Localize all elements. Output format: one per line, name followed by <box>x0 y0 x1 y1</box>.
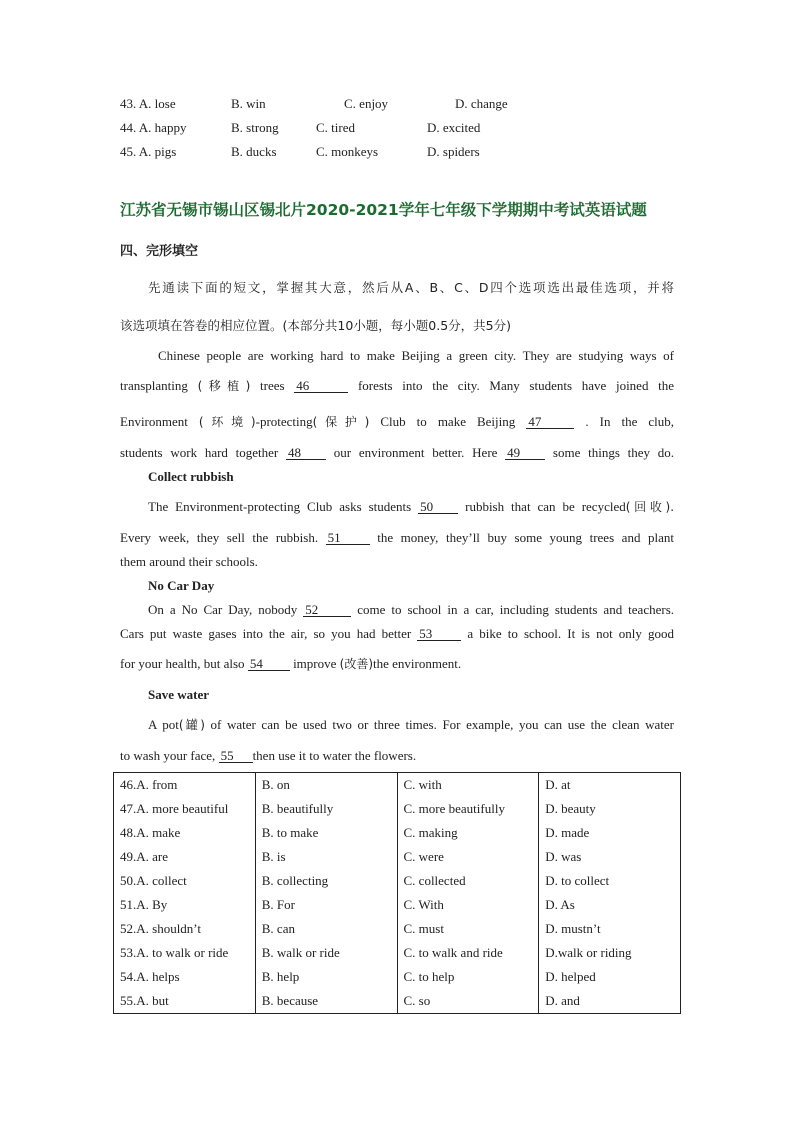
table-row <box>114 989 681 1014</box>
option-cell[interactable]: 50.A. collect <box>114 869 256 893</box>
option-cell[interactable]: C. to help <box>397 965 539 989</box>
table-row <box>114 773 681 798</box>
blank-55[interactable]: 55 <box>219 749 253 763</box>
option-cell[interactable]: 46.A. from <box>114 773 256 798</box>
option-cell[interactable]: 48.A. make <box>114 821 256 845</box>
blank-50[interactable]: 50 <box>418 500 458 514</box>
option-cell[interactable]: D. beauty <box>539 797 681 821</box>
option-cell[interactable]: B. help <box>255 965 397 989</box>
option-cell[interactable]: C. with <box>397 773 539 798</box>
instructions-line-1: 先通读下面的短文，掌握其大意，然后从A、B、C、D四个选项选出最佳选项，并将 <box>148 280 674 295</box>
passage-line: Every week, they sell the rubbish. 51 the money, they’ll buy some young trees and plant <box>120 530 675 545</box>
option-cell[interactable]: D. helped <box>539 965 681 989</box>
options-table <box>113 772 681 1014</box>
blank-53[interactable]: 53 <box>417 627 461 641</box>
passage-line: students work hard together 48 our environment better. Here 49 some things they do. <box>120 445 675 460</box>
passage-line: them around their schools. <box>120 554 258 569</box>
option-cell[interactable]: 49.A. are <box>114 845 256 869</box>
option-c: C. enjoy <box>344 96 389 111</box>
passage-line: A pot(罐) of water can be used two or three times. For example, you can use the clean water <box>148 717 674 732</box>
subheading-collect-rubbish: Collect rubbish <box>148 469 234 484</box>
passage-line: transplanting (移植) trees 46 forests into the city. Many students have joined the <box>120 378 675 393</box>
option-c: C. monkeys <box>316 144 379 159</box>
option-cell[interactable]: C. so <box>397 989 539 1014</box>
subheading-save-water: Save water <box>148 687 210 702</box>
subheading-no-car-day: No Car Day <box>148 578 215 593</box>
option-cell[interactable]: D. and <box>539 989 681 1014</box>
option-cell[interactable]: 53.A. to walk or ride <box>114 941 256 965</box>
option-cell[interactable]: B. walk or ride <box>255 941 397 965</box>
option-b: B. strong <box>231 120 279 135</box>
option-cell[interactable]: C. must <box>397 917 539 941</box>
blank-48[interactable]: 48 <box>286 446 326 460</box>
option-cell[interactable]: 52.A. shouldn’t <box>114 917 256 941</box>
blank-52[interactable]: 52 <box>303 603 351 617</box>
table-row <box>114 821 681 845</box>
option-cell[interactable]: C. collected <box>397 869 539 893</box>
table-row <box>114 797 681 821</box>
option-cell[interactable]: 54.A. helps <box>114 965 256 989</box>
option-cell[interactable]: B. beautifully <box>255 797 397 821</box>
blank-49[interactable]: 49 <box>505 446 545 460</box>
section-heading: 四、完形填空 <box>120 244 199 259</box>
option-cell[interactable]: B. can <box>255 917 397 941</box>
option-cell[interactable]: D. to collect <box>539 869 681 893</box>
question-stem: 43. A. lose <box>120 96 176 111</box>
passage-line: Chinese people are working hard to make Beijing a green city. They are studying ways of <box>158 348 674 363</box>
option-cell[interactable]: B. because <box>255 989 397 1014</box>
question-stem: 44. A. happy <box>120 120 187 135</box>
table-row <box>114 845 681 869</box>
passage-line: to wash your face, 55 then use it to water the flowers. <box>120 748 417 763</box>
option-cell[interactable]: D. was <box>539 845 681 869</box>
passage-line: The Environment-protecting Club asks students 50 rubbish that can be recycled(回收). <box>148 499 675 514</box>
option-cell[interactable]: D. made <box>539 821 681 845</box>
option-cell[interactable]: C. making <box>397 821 539 845</box>
instructions-line-2: 该选项填在答卷的相应位置。(本部分共10小题，每小题0.5分，共5分) <box>120 318 511 333</box>
option-cell[interactable]: C. With <box>397 893 539 917</box>
passage-line: for your health, but also 54 improve (改善)the environment. <box>120 656 462 671</box>
option-cell[interactable]: B. to make <box>255 821 397 845</box>
question-stem: 45. A. pigs <box>120 144 177 159</box>
passage-line: Cars put waste gases into the air, so you had better 53 a bike to school. It is not only good <box>120 626 675 641</box>
passage-line: Environment (环境)-protecting(保护) Club to make Beijing 47 . In the club, <box>120 414 675 429</box>
option-cell[interactable]: C. to walk and ride <box>397 941 539 965</box>
blank-51[interactable]: 51 <box>326 531 370 545</box>
option-cell[interactable]: C. more beautifully <box>397 797 539 821</box>
option-d: D. change <box>455 96 508 111</box>
option-cell[interactable]: 51.A. By <box>114 893 256 917</box>
option-cell[interactable]: 55.A. but <box>114 989 256 1014</box>
passage-line: On a No Car Day, nobody 52 come to school in a car, including students and teachers. <box>148 602 675 617</box>
table-row <box>114 965 681 989</box>
option-c: C. tired <box>316 120 355 135</box>
blank-47[interactable]: 47 <box>526 415 574 429</box>
option-b: B. ducks <box>231 144 277 159</box>
blank-54[interactable]: 54 <box>248 657 290 671</box>
option-cell[interactable]: B. collecting <box>255 869 397 893</box>
option-cell[interactable]: D. As <box>539 893 681 917</box>
table-row <box>114 893 681 917</box>
option-cell[interactable]: B. on <box>255 773 397 798</box>
option-cell[interactable]: B. is <box>255 845 397 869</box>
exam-title: 江苏省无锡市锡山区锡北片2020-2021学年七年级下学期期中考试英语试题 <box>120 201 647 219</box>
blank-46[interactable]: 46 <box>294 379 348 393</box>
option-cell[interactable]: D. at <box>539 773 681 798</box>
option-d: D. spiders <box>427 144 480 159</box>
option-cell[interactable]: 47.A. more beautiful <box>114 797 256 821</box>
table-row <box>114 941 681 965</box>
option-b: B. win <box>231 96 266 111</box>
option-cell[interactable]: C. were <box>397 845 539 869</box>
option-cell[interactable]: D.walk or riding <box>539 941 681 965</box>
option-cell[interactable]: D. mustn’t <box>539 917 681 941</box>
option-d: D. excited <box>427 120 481 135</box>
table-row <box>114 869 681 893</box>
option-cell[interactable]: B. For <box>255 893 397 917</box>
table-row <box>114 917 681 941</box>
